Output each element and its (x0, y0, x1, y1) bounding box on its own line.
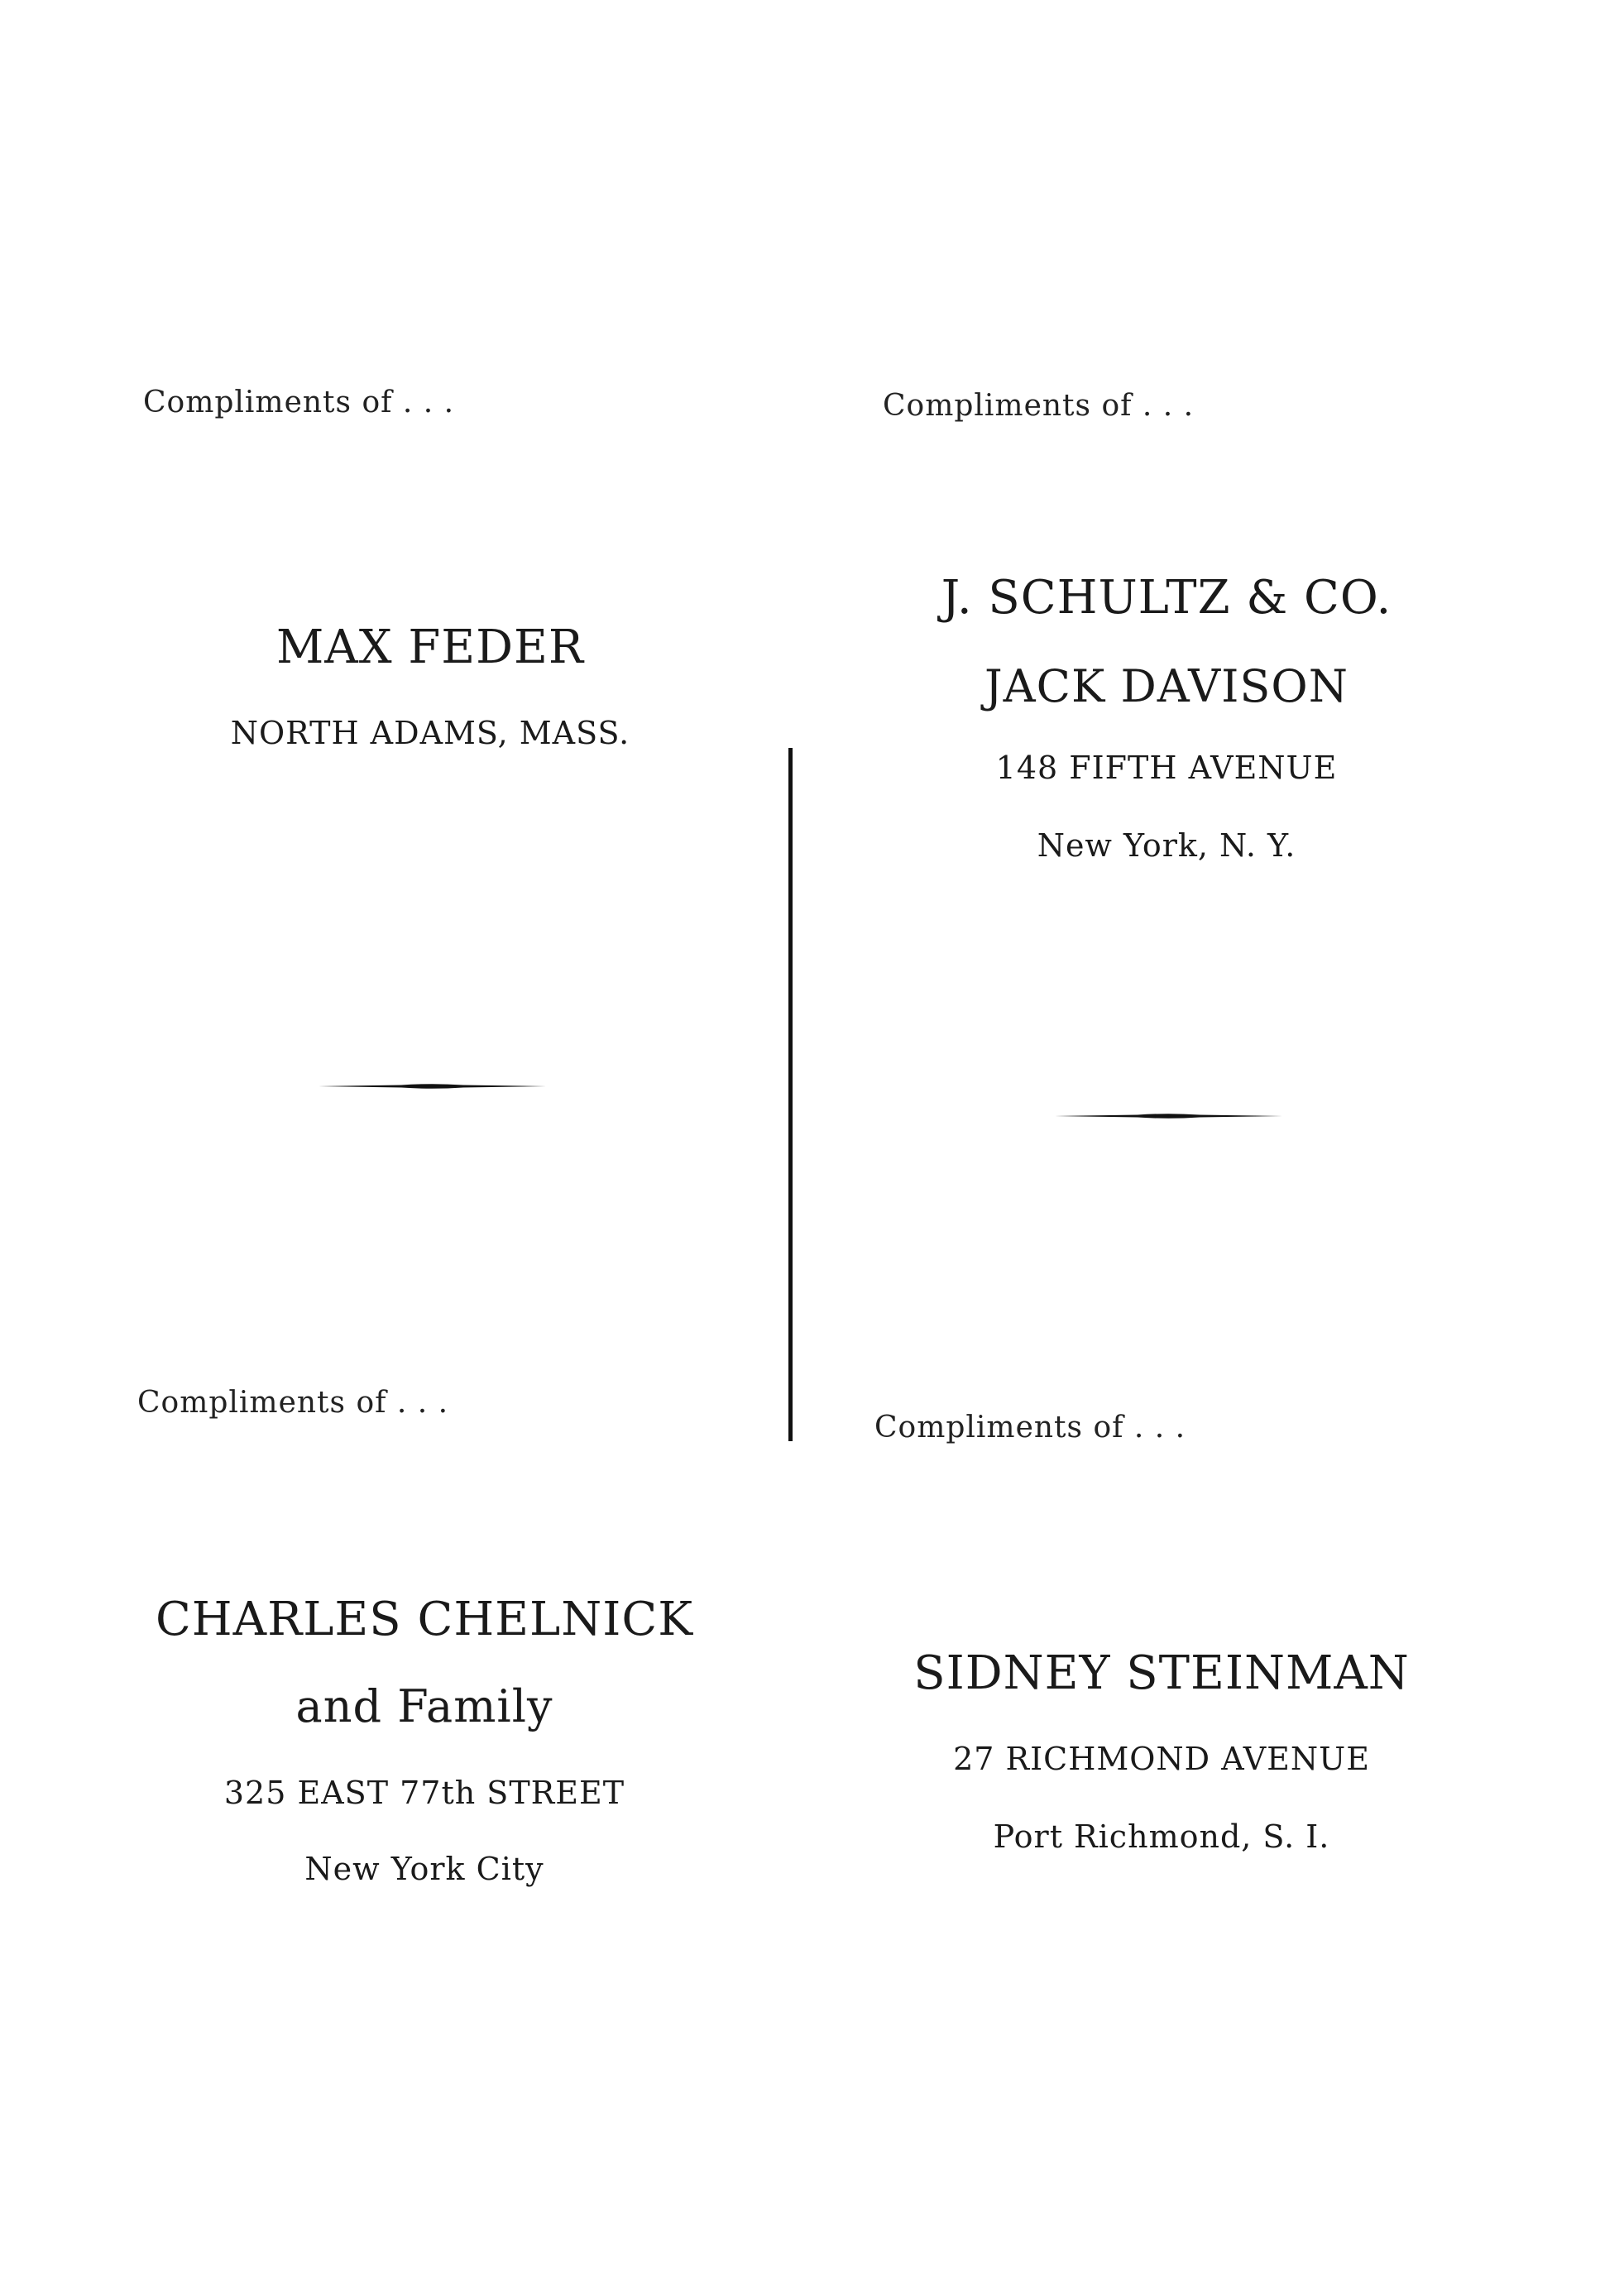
advertiser-name: MAX FEDER (275, 620, 585, 674)
advertiser-name: J. SCHULTZ & CO. (941, 571, 1392, 625)
ad-j-schultz (836, 563, 1497, 877)
advertiser-family: and Family (295, 1680, 553, 1732)
advertiser-contact-name: JACK DAVISON (984, 660, 1349, 712)
advertiser-city: New York City (304, 1851, 544, 1887)
compliments-label: Compliments of . . . (883, 389, 1195, 423)
compliments-label: Compliments of . . . (137, 1386, 449, 1420)
ad-sidney-steinman (831, 1638, 1492, 1886)
advertiser-address: 27 RICHMOND AVENUE (953, 1741, 1370, 1777)
advertiser-name: SIDNEY STEINMAN (913, 1646, 1410, 1700)
ad-max-feder (99, 612, 761, 778)
ad-charles-chelnick (93, 1584, 755, 1899)
advertiser-name: CHARLES CHELNICK (155, 1593, 694, 1646)
advertiser-location: NORTH ADAMS, MASS. (230, 715, 630, 751)
column-divider (788, 748, 793, 1441)
advertiser-address: 325 EAST 77th STREET (223, 1775, 625, 1811)
compliments-label: Compliments of . . . (143, 386, 455, 419)
advertiser-city: Port Richmond, S. I. (993, 1818, 1330, 1855)
compliments-label: Compliments of . . . (874, 1411, 1186, 1445)
advertiser-address: 148 FIFTH AVENUE (995, 750, 1338, 786)
advertiser-city: New York, N. Y. (1037, 827, 1296, 864)
